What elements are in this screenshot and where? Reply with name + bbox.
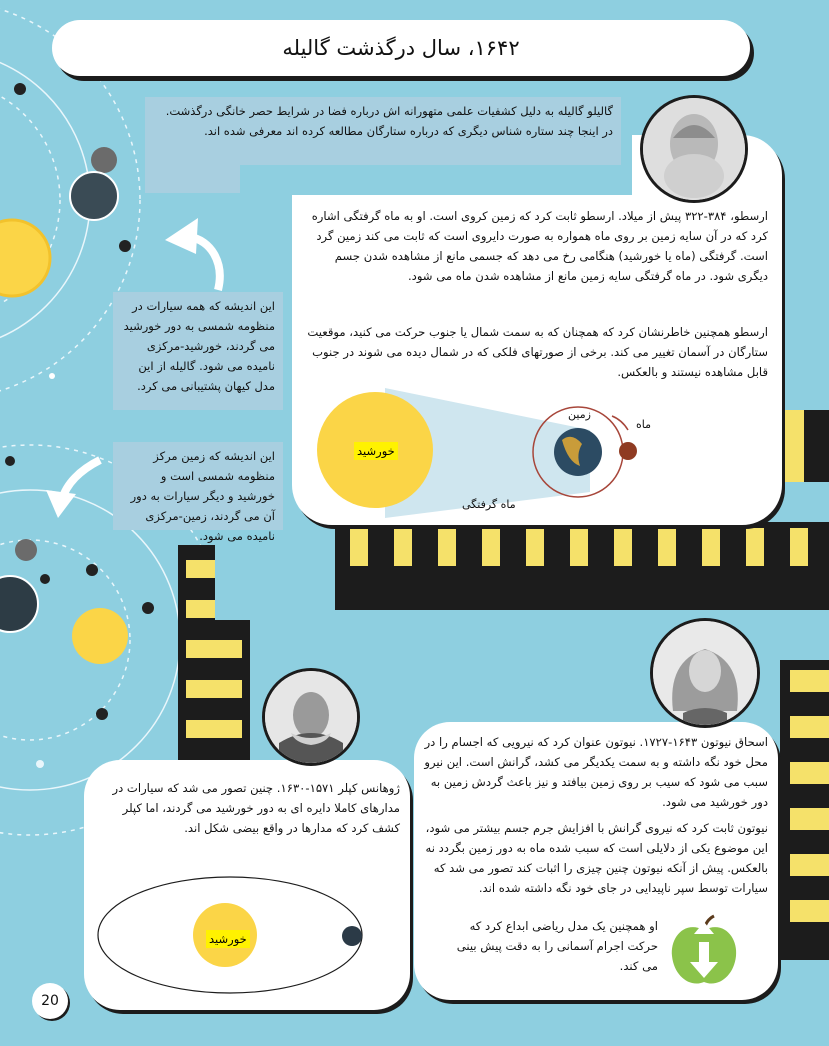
diagram-eclipse-label: ماه گرفتگی [462, 498, 516, 511]
kepler-text: ژوهانس کپلر ۱۵۷۱-۱۶۳۰. چنین تصور می شد که سیارات در مدارهای کاملا دایره ای به دور خورشید می گردند، اما کپلر کشف کرد که مدارها در واقع بیضی شکل اند. [112, 781, 400, 835]
newton-card-top [414, 650, 604, 722]
heliocentric-text: این اندیشه که همه سیارات در منظومه شمسی به دور خورشید می گردند، خورشید-مرکزی نامیده می شود. گالیله از این مدل کیهان پشتیبانی می کرد. [123, 299, 275, 393]
aristotle-portrait [640, 95, 748, 203]
diagram-moon-label: ماه [636, 418, 652, 431]
geocentric-text: این اندیشه که زمین مرکز منظومه شمسی است و خورشید و دیگر سیارات به دور آن می گردند، زمین-مرکزی نامیده می شود. [130, 449, 275, 543]
geocentric-note [113, 442, 283, 543]
intro-note [145, 97, 621, 165]
diagram-moon [619, 442, 637, 460]
page-number: 20 [41, 993, 59, 1009]
apple-icon [664, 912, 744, 992]
diagram-sun-label: خورشید [354, 442, 398, 460]
intro-note-tail [145, 165, 240, 193]
aristotle-paragraph-2: ارسطو همچنین خاطرنشان کرد که همچنان که به سمت شمال یا جنوب حرکت می کنید، موقعیت ستارگان در آسمان تغییر می کند. برخی از صورتهای فلکی که در شمال دیده می شوند در جنوب قابل مشاهده نیستند و بالعکس. [307, 325, 768, 379]
heliocentric-note [113, 292, 283, 410]
page-title: ۱۶۴۲، سال درگذشت گالیله [282, 36, 520, 60]
intro-text: گالیلو گالیله به دلیل کشفیات علمی متهورانه اش درباره فضا در شرایط حصر خانگی درگذشت. در اینجا چند ستاره شناس دیگری که درباره ستارگان مطالعه کرده اند معرفی شده اند. [165, 104, 613, 138]
diagram-earth-label: زمین [568, 408, 591, 421]
aristotle-paragraph-1: ارسطو، ۳۸۴-۳۲۲ پیش از میلاد. ارسطو ثابت کرد که زمین کروی است. او به ماه گرفتگی اشاره کرد که در آن سایه زمین بر روی ماه همواره به صورت دایروی است که ثابت می کند زمین گرد است. گرفتگی (ماه یا خورشید) هنگامی رخ می دهد که جسمی مانع از مشاهده شدن جسم دیگری شود. در ماه گرفتگی سایه زمین مانع از مشاهده شدن ماه می شود. [311, 209, 768, 283]
newton-paragraph-3: او همچنین یک مدل ریاضی ابداع کرد که حرکت اجرام آسمانی را به دقت پیش بینی می کند. [456, 919, 658, 973]
kepler-planet [342, 926, 362, 946]
newton-paragraph-2: نیوتون ثابت کرد که نیروی گرانش با افزایش جرم جسم بیشتر می شود، این موضوع یکی از دلایلی است که سبب شده ماه به دور زمین بگردد نه بالعکس. پیش از آنکه نیوتون چنین چیزی را اثبات کند تصور می شد که سیارات توسط سپر ناپیدایی در جای خود نگه داشته شده اند. [425, 821, 768, 895]
newton-portrait [650, 618, 760, 728]
newton-paragraph-1: اسحاق نیوتون ۱۶۴۳-۱۷۲۷. نیوتون عنوان کرد که نیرویی که اجسام را در محل خود نگه داشته و به سمت یکدیگر می کشد، گرانش است. این نیرو سبب می شود که سیب بر روی زمین بیافتد و نیز باعث گردش زمین به دور خورشید می شود. [424, 735, 768, 809]
kepler-portrait [262, 668, 360, 766]
kepler-sun-label: خورشید [206, 930, 250, 948]
